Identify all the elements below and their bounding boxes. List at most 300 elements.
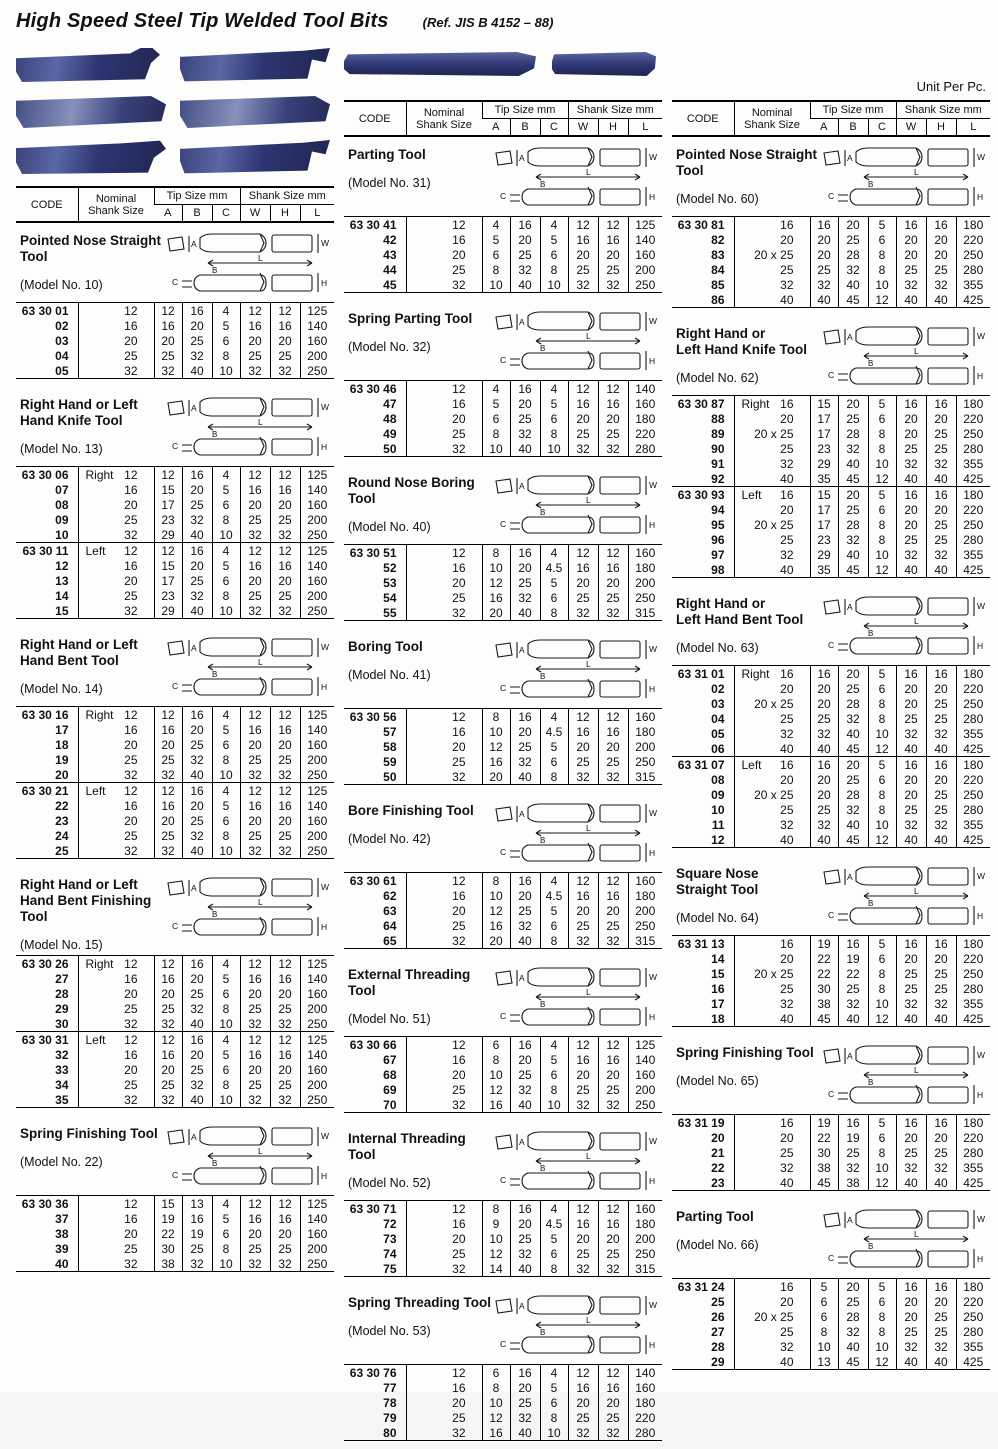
size-cell: 5 (540, 903, 568, 918)
size-row (16, 333, 334, 348)
size-cell: 250 (300, 767, 334, 783)
page-header (16, 10, 986, 44)
size-cell: 20 (568, 1067, 598, 1082)
size-cell: 200 (300, 752, 334, 767)
size-cell: 220 (956, 1294, 990, 1309)
svg-text:B: B (868, 359, 874, 368)
size-row (16, 752, 334, 767)
size-cell: 25 (598, 590, 628, 605)
size-row (344, 217, 662, 233)
size-row (672, 696, 990, 711)
size-cell: 5 (482, 232, 510, 247)
size-row (672, 802, 990, 817)
nominal-cell: 20 (406, 411, 482, 426)
model-label: (Model No. 60) (676, 192, 759, 206)
tool-section (344, 629, 662, 785)
size-cell: 5 (868, 217, 896, 233)
size-row (672, 232, 990, 247)
size-cell: 45 (810, 1175, 838, 1191)
size-row (16, 318, 334, 333)
size-cell: 17 (810, 426, 838, 441)
nominal-cell: 32 (734, 817, 810, 832)
svg-text:A: A (519, 317, 525, 327)
tool-section (16, 223, 334, 379)
header-col-W: W (896, 119, 926, 137)
size-cell: 25 (182, 986, 212, 1001)
size-cell: 32 (270, 843, 300, 859)
code-cell: 29 (711, 1354, 725, 1369)
size-cell: 20 (182, 1047, 212, 1062)
size-cell: 125 (300, 956, 334, 972)
svg-text:H: H (649, 684, 656, 694)
size-cell: 15 (154, 1196, 182, 1212)
section-titles (20, 393, 164, 456)
size-cell: 5 (212, 482, 240, 497)
size-table (16, 1195, 334, 1272)
svg-text:C: C (172, 681, 179, 691)
code-cell: 42 (383, 232, 397, 247)
size-cell: 25 (270, 828, 300, 843)
size-cell: 32 (926, 1160, 956, 1175)
size-cell: 40 (182, 1016, 212, 1032)
size-cell: 6 (212, 333, 240, 348)
size-cell: 200 (300, 348, 334, 363)
size-row (344, 560, 662, 575)
size-cell: 4 (482, 381, 510, 397)
size-cell: 6 (482, 1037, 510, 1053)
tool-section (672, 856, 990, 1027)
size-cell: 40 (182, 843, 212, 859)
size-row (344, 739, 662, 754)
code-cell: 37 (55, 1211, 69, 1226)
size-cell: 12 (154, 783, 182, 798)
size-cell: 25 (926, 1324, 956, 1339)
size-cell: 10 (868, 726, 896, 741)
size-row (672, 502, 990, 517)
svg-text:W: W (649, 1136, 658, 1146)
size-cell: 20 (896, 426, 926, 441)
size-cell: 16 (240, 1211, 270, 1226)
size-cell: 30 (810, 981, 838, 996)
size-cell: 6 (212, 1226, 240, 1241)
size-cell: 8 (482, 1052, 510, 1067)
size-cell: 5 (212, 558, 240, 573)
svg-text:H: H (977, 371, 984, 381)
size-cell: 16 (154, 722, 182, 737)
nominal-cell: 16 (78, 318, 154, 333)
code-cell: 83 (711, 247, 725, 262)
size-cell: 40 (838, 1339, 868, 1354)
size-cell: 250 (956, 247, 990, 262)
size-cell: 20 (154, 986, 182, 1001)
nominal-cell: 25 (406, 1246, 482, 1261)
size-cell: 25 (926, 426, 956, 441)
size-cell: 8 (868, 981, 896, 996)
size-cell: 32 (598, 769, 628, 785)
size-cell: 20 (510, 888, 540, 903)
svg-text:H: H (321, 682, 328, 692)
size-cell: 40 (182, 527, 212, 543)
size-cell: 15 (810, 487, 838, 502)
svg-text:H: H (649, 1176, 656, 1186)
size-cell: 250 (956, 1309, 990, 1324)
size-cell: 20 (810, 787, 838, 802)
size-cell: 10 (540, 1097, 568, 1113)
size-cell: 12 (154, 467, 182, 483)
size-cell: 6 (540, 1067, 568, 1082)
size-cell: 32 (270, 363, 300, 379)
size-row (16, 348, 334, 363)
size-cell: 16 (270, 1211, 300, 1226)
size-cell: 40 (510, 1425, 540, 1441)
code-cell: 11 (711, 817, 725, 832)
size-cell: 25 (926, 696, 956, 711)
size-row (16, 512, 334, 527)
size-cell: 250 (300, 363, 334, 379)
size-cell: 25 (182, 573, 212, 588)
code-cell: 03 (55, 333, 69, 348)
size-table (16, 955, 334, 1032)
svg-text:H: H (977, 1254, 984, 1264)
size-cell: 13 (810, 1354, 838, 1370)
model-label: (Model No. 31) (348, 176, 431, 190)
header-shank-group: Shank Size mm (240, 187, 334, 205)
nominal-cell: 16 (734, 1115, 810, 1131)
svg-text:A: A (519, 645, 525, 655)
size-cell: 4 (540, 217, 568, 233)
section-titles (676, 1205, 820, 1252)
size-row (344, 1231, 662, 1246)
size-cell: 12 (482, 1246, 510, 1261)
size-cell: 20 (270, 497, 300, 512)
size-row (344, 873, 662, 889)
code-cell: 92 (711, 471, 725, 486)
size-cell: 180 (628, 1395, 662, 1410)
size-cell: 32 (926, 996, 956, 1011)
size-cell: 29 (154, 527, 182, 543)
svg-text:C: C (500, 847, 507, 857)
section-titles (348, 799, 492, 846)
size-cell: 17 (154, 573, 182, 588)
size-cell: 8 (868, 441, 896, 456)
section-titles (676, 1041, 820, 1088)
nominal-cell: 32 (406, 1425, 482, 1441)
size-cell: 250 (956, 696, 990, 711)
size-cell: 180 (628, 724, 662, 739)
svg-text:B: B (540, 1164, 546, 1173)
size-cell: 6 (868, 232, 896, 247)
code-cell: 10 (55, 527, 69, 542)
size-cell: 8 (482, 262, 510, 277)
size-cell: 10 (212, 603, 240, 619)
tool-section (344, 465, 662, 621)
nominal-cell: 20 (78, 737, 154, 752)
size-cell: 32 (838, 711, 868, 726)
size-cell: 16 (182, 467, 212, 483)
size-cell: 250 (956, 966, 990, 981)
svg-text:W: W (649, 480, 658, 490)
size-cell: 28 (838, 787, 868, 802)
hand-label: Right (85, 467, 114, 482)
size-cell: 4 (212, 956, 240, 972)
svg-text:L: L (586, 331, 591, 341)
size-cell: 32 (838, 441, 868, 456)
svg-text:A: A (847, 1215, 853, 1225)
size-cell: 6 (212, 573, 240, 588)
svg-text:B: B (212, 910, 218, 919)
size-row (672, 996, 990, 1011)
section-head (672, 137, 990, 216)
svg-text:B: B (540, 836, 546, 845)
size-cell: 8 (212, 348, 240, 363)
size-cell: 12 (270, 543, 300, 558)
size-cell: 160 (628, 1201, 662, 1217)
size-cell: 160 (300, 1226, 334, 1241)
size-cell: 6 (540, 411, 568, 426)
code-cell: 27 (711, 1324, 725, 1339)
size-table (344, 1036, 662, 1113)
size-row (344, 1365, 662, 1381)
unit-note: Unit Per Pc. (916, 79, 986, 94)
size-cell: 32 (240, 1092, 270, 1108)
size-cell: 8 (868, 262, 896, 277)
size-row (16, 737, 334, 752)
size-cell: 16 (598, 560, 628, 575)
size-cell: 315 (628, 605, 662, 621)
size-cell: 25 (568, 1246, 598, 1261)
nominal-cell: 25 (734, 1145, 810, 1160)
code-cell: 63 30 51 (349, 545, 397, 560)
size-cell: 25 (154, 348, 182, 363)
hand-label: Right (85, 956, 114, 971)
model-label: (Model No. 62) (676, 371, 759, 385)
size-cell: 20 (270, 813, 300, 828)
size-cell: 250 (300, 527, 334, 543)
code-cell: 45 (383, 277, 397, 292)
size-cell: 4.5 (540, 724, 568, 739)
size-cell: 32 (510, 918, 540, 933)
size-cell: 125 (300, 1196, 334, 1212)
model-label: (Model No. 63) (676, 641, 759, 655)
size-cell: 12 (868, 1175, 896, 1191)
svg-text:C: C (500, 355, 507, 365)
size-cell: 19 (154, 1211, 182, 1226)
svg-text:W: W (649, 316, 658, 326)
size-cell: 16 (510, 709, 540, 725)
nominal-cell: 25 (406, 426, 482, 441)
size-cell: 20 (510, 560, 540, 575)
size-cell: 315 (628, 1261, 662, 1277)
size-cell: 4 (212, 303, 240, 319)
code-cell: 23 (55, 813, 69, 828)
code-cell: 63 30 87 (677, 396, 725, 411)
code-cell: 44 (383, 262, 397, 277)
size-cell: 20 (568, 1231, 598, 1246)
tool-section (672, 1199, 990, 1370)
size-cell: 12 (240, 707, 270, 723)
size-cell: 25 (598, 754, 628, 769)
tool-section (344, 1121, 662, 1277)
model-label: (Model No. 52) (348, 1176, 431, 1190)
size-cell: 20 (240, 737, 270, 752)
size-cell: 16 (926, 1115, 956, 1131)
size-cell: 32 (154, 843, 182, 859)
size-cell: 25 (926, 532, 956, 547)
svg-text:A: A (847, 153, 853, 163)
code-cell: 86 (711, 292, 725, 307)
size-cell: 12 (482, 739, 510, 754)
size-row (344, 1201, 662, 1217)
nominal-cell: 12 (406, 1037, 482, 1053)
code-cell: 52 (383, 560, 397, 575)
size-cell: 6 (540, 1246, 568, 1261)
size-cell: 28 (838, 426, 868, 441)
size-cell: 16 (568, 1380, 598, 1395)
code-cell: 84 (711, 262, 725, 277)
size-row (16, 573, 334, 588)
size-cell: 200 (628, 1231, 662, 1246)
size-cell: 32 (568, 1261, 598, 1277)
size-cell: 40 (510, 1097, 540, 1113)
nominal-cell: 32 (78, 767, 154, 783)
size-table (16, 706, 334, 783)
size-cell: 25 (182, 1241, 212, 1256)
code-cell: 63 30 61 (349, 873, 397, 888)
size-cell: 32 (510, 1082, 540, 1097)
size-row (672, 966, 990, 981)
svg-text:C: C (500, 1175, 507, 1185)
nominal-cell: 16 (406, 396, 482, 411)
size-cell: 5 (868, 1115, 896, 1131)
size-cell: 25 (510, 1231, 540, 1246)
size-cell: 25 (510, 411, 540, 426)
section-title: Internal Threading Tool (348, 1131, 466, 1162)
code-cell: 53 (383, 575, 397, 590)
size-cell: 160 (628, 396, 662, 411)
size-cell: 280 (628, 1425, 662, 1441)
column-header-table (16, 186, 334, 223)
size-cell: 6 (212, 986, 240, 1001)
size-row (344, 1395, 662, 1410)
size-cell: 32 (240, 1016, 270, 1032)
size-cell: 16 (182, 1032, 212, 1047)
nominal-cell: 16 (78, 722, 154, 737)
size-cell: 12 (598, 1201, 628, 1217)
section-title: Pointed Nose Straight Tool (20, 233, 162, 264)
size-cell: 10 (868, 1160, 896, 1175)
code-cell: 38 (55, 1226, 69, 1241)
hand-label: Left (741, 487, 762, 502)
size-cell: 40 (838, 456, 868, 471)
size-cell: 250 (956, 787, 990, 802)
nominal-cell: 12 (78, 303, 154, 319)
code-cell: 08 (711, 772, 725, 787)
size-cell: 16 (154, 798, 182, 813)
svg-text:H: H (321, 278, 328, 288)
size-cell: 45 (838, 292, 868, 308)
section-head (672, 1035, 990, 1114)
size-cell: 32 (240, 363, 270, 379)
size-cell: 12 (568, 709, 598, 725)
size-cell: 20 (240, 333, 270, 348)
size-cell: 32 (896, 1160, 926, 1175)
section-titles (676, 143, 820, 206)
size-cell: 10 (482, 888, 510, 903)
size-row (344, 769, 662, 785)
column-header-table (672, 100, 990, 137)
code-cell: 78 (383, 1395, 397, 1410)
size-cell: 20 (896, 502, 926, 517)
nominal-cell: Right 12 (78, 467, 154, 483)
size-cell: 6 (540, 247, 568, 262)
size-cell: 32 (510, 426, 540, 441)
size-cell: 8 (540, 426, 568, 441)
size-cell: 20 (896, 772, 926, 787)
size-row (672, 547, 990, 562)
tool-photo (552, 52, 656, 76)
size-cell: 16 (240, 798, 270, 813)
size-cell: 20 (926, 502, 956, 517)
size-cell: 23 (810, 441, 838, 456)
size-cell: 25 (896, 1324, 926, 1339)
size-cell: 16 (182, 956, 212, 972)
size-cell: 20 (838, 217, 868, 233)
size-cell: 23 (154, 512, 182, 527)
size-row (16, 1077, 334, 1092)
size-cell: 32 (510, 754, 540, 769)
tool-diagram (492, 307, 660, 377)
code-cell: 88 (711, 411, 725, 426)
size-cell: 180 (956, 757, 990, 772)
size-cell: 12 (568, 1201, 598, 1217)
size-cell: 4.5 (540, 560, 568, 575)
size-cell: 6 (810, 1294, 838, 1309)
size-cell: 4 (540, 381, 568, 397)
size-table (672, 757, 990, 848)
size-row (672, 292, 990, 308)
nominal-cell: 32 (406, 441, 482, 457)
nominal-cell: 25 (78, 1241, 154, 1256)
nominal-cell: 12 (406, 545, 482, 561)
size-cell: 280 (628, 441, 662, 457)
nominal-cell: 20 x 25 (734, 247, 810, 262)
svg-text:C: C (828, 910, 835, 920)
svg-text:A: A (191, 403, 197, 413)
nominal-cell: 16 (734, 1279, 810, 1295)
size-cell: 25 (154, 828, 182, 843)
size-cell: 25 (510, 575, 540, 590)
size-cell: 16 (270, 722, 300, 737)
size-row (16, 828, 334, 843)
code-cell: 63 30 46 (349, 381, 397, 396)
size-cell: 32 (810, 817, 838, 832)
size-cell: 250 (956, 426, 990, 441)
size-row (16, 767, 334, 783)
model-label: (Model No. 13) (20, 442, 103, 456)
tool-diagram (820, 1041, 988, 1111)
size-row (344, 1246, 662, 1261)
nominal-cell: 20 (734, 681, 810, 696)
size-cell: 16 (240, 318, 270, 333)
size-cell: 32 (510, 1410, 540, 1425)
size-cell: 45 (838, 1354, 868, 1370)
size-cell: 16 (270, 558, 300, 573)
size-row (672, 441, 990, 456)
tool-section (344, 1285, 662, 1441)
size-cell: 25 (896, 802, 926, 817)
size-cell: 25 (810, 711, 838, 726)
code-cell: 75 (383, 1261, 397, 1276)
